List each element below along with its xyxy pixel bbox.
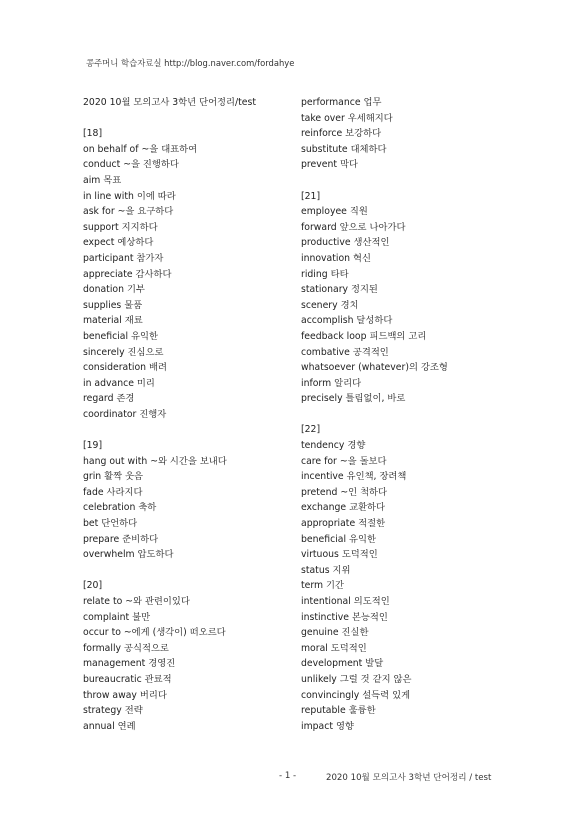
vocab-entry: instinctive 본능적인	[301, 611, 388, 623]
vocab-entry: donation 기부	[83, 284, 145, 296]
vocab-entry: aim 목표	[83, 174, 122, 186]
vocab-entry: status 지위	[301, 564, 351, 576]
vocab-entry: genuine 진실한	[301, 627, 369, 639]
vocab-entry: tendency 경향	[301, 440, 366, 452]
section-spacer	[83, 563, 323, 579]
vocab-entry: sincerely 진심으로	[83, 346, 164, 358]
vocab-entry: accomplish 달성하다	[301, 315, 393, 327]
vocab-entry: appropriate 적절한	[301, 518, 386, 530]
section-heading: 2020 10월 모의고사 3학년 단어정리/test	[83, 97, 257, 108]
vocab-entry: on behalf of ~을 대표하여	[83, 143, 198, 155]
vocab-entry: pretend ~인 척하다	[301, 486, 388, 498]
section-spacer	[301, 173, 541, 189]
section-spacer	[83, 422, 323, 438]
vocab-entry: complaint 불만	[83, 611, 151, 623]
vocab-entry: fade 사라지다	[83, 486, 143, 498]
vocab-entry: management 경영진	[83, 658, 176, 670]
vocab-entry: intentional 의도적인	[301, 596, 390, 607]
left-column	[83, 95, 323, 734]
vocab-entry: strategy 전략	[83, 705, 143, 717]
vocab-entry: convincingly 설득력 있게	[301, 689, 411, 701]
page-number: - 1 -	[279, 771, 297, 781]
vocab-entry: formally 공식적으로	[83, 642, 169, 654]
vocab-entry: moral 도덕적인	[301, 642, 367, 654]
vocab-entry: development 발달	[301, 658, 384, 670]
vocab-entry: hang out with ~와 시간을 보내다	[83, 455, 227, 467]
vocab-entry: riding 타타	[301, 268, 349, 280]
footer-title: 2020 10월 모의고사 3학년 단어정리 / test	[326, 773, 492, 783]
vocab-entry: material 재료	[83, 315, 143, 327]
vocab-entry: relate to ~와 관련이있다	[83, 596, 190, 607]
vocab-entry: reinforce 보강하다	[301, 128, 382, 140]
vocab-entry: term 기간	[301, 580, 344, 592]
vocab-entry: impact 영향	[301, 720, 354, 732]
section-spacer	[301, 407, 541, 423]
vocab-entry: performance 업무	[301, 97, 382, 108]
vocab-entry: prevent 막다	[301, 159, 358, 171]
right-column	[301, 95, 541, 734]
vocab-entry: innovation 혁신	[301, 252, 371, 264]
vocab-entry: beneficial 유익한	[301, 533, 376, 545]
vocab-entry: expect 예상하다	[83, 237, 154, 249]
vocab-entry: overwhelm 압도하다	[83, 549, 174, 561]
vocab-entry: supplies 물품	[83, 299, 143, 311]
vocab-entry: consideration 배려	[83, 362, 167, 374]
vocab-entry: participant 참가자	[83, 252, 164, 264]
vocab-entry: take over 우세해지다	[301, 112, 393, 124]
vocab-entry: inform 알리다	[301, 377, 362, 389]
vocab-entry: regard 존경	[83, 393, 135, 405]
vocab-entry: in advance 미리	[83, 377, 155, 389]
vocab-entry: combative 공격적인	[301, 346, 389, 358]
vocab-entry: unlikely 그럴 것 같지 않은	[301, 673, 412, 685]
vocab-entry: substitute 대체하다	[301, 143, 387, 155]
vocab-entry: prepare 준비하다	[83, 533, 159, 545]
section-heading: [19]	[83, 440, 103, 452]
vocab-entry: bet 단언하다	[83, 518, 138, 530]
vocab-entry: forward 앞으로 나아가다	[301, 221, 406, 233]
page-header: 콩주머니 학습자료실 http://blog.naver.com/fordahye	[86, 58, 295, 68]
vocab-entry: reputable 훌륭한	[301, 705, 376, 717]
section-spacer	[83, 111, 323, 127]
vocab-entry: feedback loop 피드백의 고리	[301, 330, 427, 342]
vocab-entry: conduct ~을 진행하다	[83, 159, 179, 171]
vocab-entry: virtuous 도덕적인	[301, 549, 378, 561]
vocab-entry: support 지지하다	[83, 221, 158, 233]
vocab-entry: ask for ~을 요구하다	[83, 206, 174, 218]
vocab-entry: whatsoever (whatever)의 강조형	[301, 362, 448, 374]
vocab-entry: throw away 버리다	[83, 689, 167, 701]
section-heading: [21]	[301, 190, 321, 202]
section-heading: [18]	[83, 128, 103, 140]
vocab-entry: in line with 이에 따라	[83, 190, 176, 202]
vocab-entry: celebration 축하	[83, 502, 157, 514]
vocab-entry: grin 활짝 웃음	[83, 471, 144, 483]
vocab-entry: coordinator 진행자	[83, 408, 167, 420]
section-heading: [22]	[301, 424, 321, 436]
vocab-entry: stationary 정지된	[301, 284, 378, 296]
vocab-entry: scenery 경치	[301, 299, 359, 311]
section-heading: [20]	[83, 580, 103, 592]
vocab-entry: precisely 틀림없이, 바로	[301, 393, 406, 405]
vocab-entry: beneficial 유익한	[83, 330, 158, 342]
vocab-entry: exchange 교환하다	[301, 502, 385, 514]
vocab-entry: incentive 유인책, 장려책	[301, 471, 407, 483]
vocab-entry: productive 생산적인	[301, 237, 390, 249]
vocab-entry: occur to ~에게 (생각이) 떠오르다	[83, 627, 226, 639]
vocab-entry: appreciate 감사하다	[83, 268, 172, 280]
vocab-entry: employee 직원	[301, 206, 368, 218]
vocab-entry: care for ~을 돌보다	[301, 455, 387, 467]
vocab-entry: bureaucratic 관료적	[83, 673, 172, 685]
vocab-entry: annual 연례	[83, 720, 136, 732]
